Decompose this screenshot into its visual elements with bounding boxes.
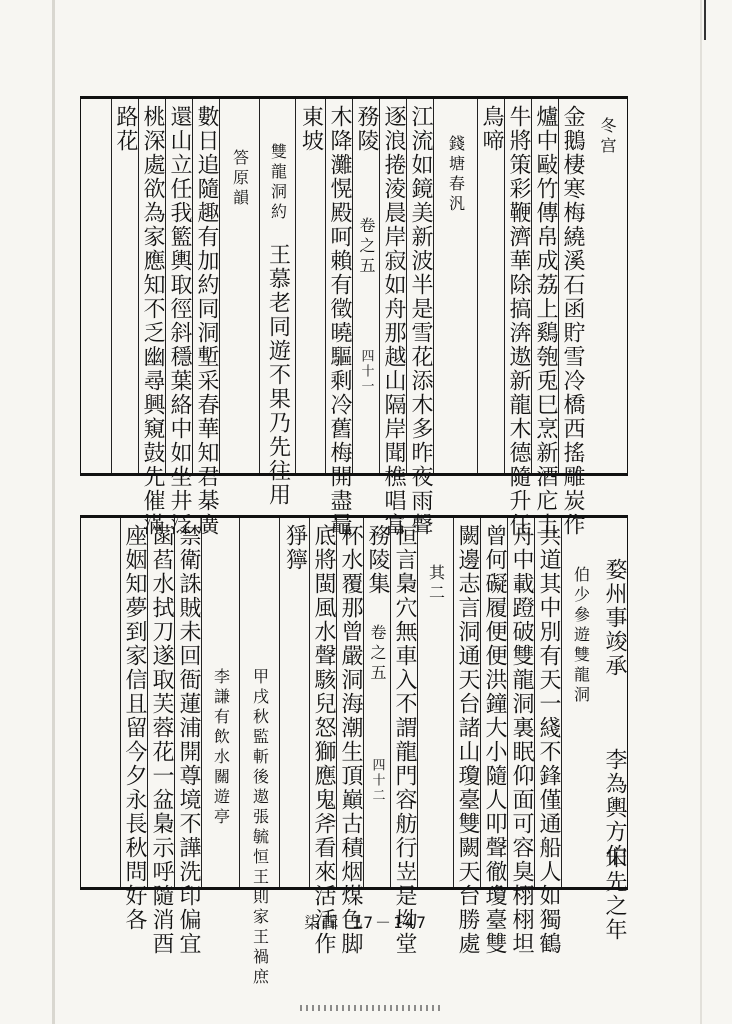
bottom-text-line: 宋先之年 bbox=[602, 846, 627, 942]
top-text-line: 桃深處欲為家應知不乏幽尋興窺鼓先催滿 bbox=[140, 105, 165, 537]
bottom-text-line: 婺州事竣承 bbox=[602, 558, 627, 678]
bottom-column bbox=[147, 518, 174, 956]
bottom-column bbox=[417, 518, 453, 887]
bottom-column bbox=[279, 518, 309, 887]
top-column bbox=[295, 99, 325, 473]
bottom-column bbox=[390, 518, 417, 956]
top-column bbox=[379, 99, 406, 537]
bottom-text-line: 猙獰 bbox=[282, 524, 308, 572]
bottom-text-line: 李謙有飲水關遊亭 bbox=[211, 668, 231, 828]
bottom-text-line: 闕邊志言洞通天台諸山瓊臺雙闕天台勝處 bbox=[455, 524, 480, 956]
top-text-line: 鳥啼 bbox=[479, 105, 504, 153]
bottom-column bbox=[480, 518, 507, 956]
bottom-text-line: 卷之五 bbox=[368, 624, 387, 684]
corner-mark bbox=[704, 0, 714, 40]
top-text-line: 錢塘春汎 bbox=[446, 135, 466, 215]
bottom-column bbox=[363, 518, 390, 887]
top-column bbox=[111, 99, 138, 473]
top-column bbox=[352, 99, 379, 473]
bottom-text-line: 共道其中別有天一綫不鋒僅通船人如獨鶴 bbox=[536, 524, 561, 956]
top-column bbox=[259, 99, 295, 507]
top-text-line: 還山立任我籃輿取徑斜穩葉絡中如坐井泛 bbox=[167, 105, 192, 537]
bottom-column bbox=[336, 518, 363, 956]
top-text-line: 金鵝棲寒梅繞溪石函貯雪冷橋西搖雕炭作 bbox=[560, 105, 585, 537]
scan-noise bbox=[300, 1005, 440, 1011]
page-edge-left bbox=[52, 0, 55, 1024]
top-text-line: 王慕老同遊不果乃先往用 bbox=[265, 243, 291, 507]
top-text-line: 東坡 bbox=[298, 105, 324, 153]
top-text-line: 逐浪捲淩晨岸寂如舟那越山隔岸聞樵唱富 bbox=[381, 105, 406, 537]
top-text-line: 務陵 bbox=[354, 105, 379, 153]
bottom-text-line: 底將閩風水聲駭兒怒獅應鬼斧看來活活作 bbox=[311, 524, 336, 956]
top-text-line: 卷之五 bbox=[357, 217, 376, 277]
top-column bbox=[165, 99, 192, 537]
bottom-text-line: 其二 bbox=[426, 564, 446, 604]
top-column bbox=[406, 99, 433, 537]
top-text-panel bbox=[80, 96, 628, 537]
bottom-column bbox=[239, 518, 279, 988]
top-text-line: 冬宫 bbox=[598, 117, 617, 157]
top-text-line: 雙龍洞約 bbox=[268, 143, 288, 223]
top-column bbox=[433, 99, 477, 473]
bottom-text-line: 李為輿方伯 bbox=[602, 748, 627, 868]
top-column bbox=[138, 99, 165, 537]
bottom-text-line: 菡萏水拭刀遂取芙蓉花一盆梟示呼隨消酉 bbox=[149, 524, 174, 956]
bottom-column bbox=[534, 518, 561, 956]
bottom-column bbox=[201, 518, 239, 887]
bottom-text-line: 舟中載蹬破雙龍洞裏眠仰面可容臭栩栩坦 bbox=[509, 524, 534, 956]
top-column bbox=[558, 99, 585, 537]
top-text-line: 牛將策彩鞭濟華除搞渀遨新龍木德隨升任 bbox=[506, 105, 531, 537]
top-text-line: 木降灘愰殿呵賴有徵曉驅剩冷舊梅開盡鼂 bbox=[327, 105, 352, 537]
top-column bbox=[504, 99, 531, 537]
top-column bbox=[325, 99, 352, 537]
bottom-text-line: 務陵集 bbox=[365, 524, 390, 596]
top-text-line: 路花 bbox=[113, 105, 138, 153]
top-text-line: 四十一 bbox=[358, 349, 374, 394]
bottom-text-line: 四十二 bbox=[369, 758, 385, 803]
bottom-column bbox=[561, 518, 599, 887]
bottom-text-line: 甲戌秋監斬後遨張毓恒王則家王禍庶 bbox=[250, 668, 270, 988]
bottom-text-line: 禁衛誅賊未回衙蓮浦開尊境不譁洗印偏宜 bbox=[176, 524, 201, 956]
page-edge-right bbox=[700, 0, 702, 1024]
top-column bbox=[477, 99, 504, 473]
bottom-text-line: 伯少參遊雙龍洞 bbox=[571, 566, 591, 706]
bottom-column bbox=[174, 518, 201, 956]
top-text-line: 答原韻 bbox=[230, 149, 250, 209]
bottom-text-line: 曾何礙履便便洪鐘大小隨人叩聲徹瓊臺雙 bbox=[482, 524, 507, 956]
bottom-text-line: 座姻知夢到家信且留今夕永長秋問好各 bbox=[122, 524, 147, 932]
page-footer: 柒輯 17－147 bbox=[304, 913, 428, 932]
bottom-column bbox=[599, 518, 629, 942]
bottom-column bbox=[507, 518, 534, 956]
bottom-text-line: 杯水覆那曾嚴洞海潮生頂巔古積烟煤色脚 bbox=[338, 524, 363, 956]
bottom-column bbox=[309, 518, 336, 956]
bottom-text-line: 恒言梟穴無車入不謂龍門容舫行岦是坳堂 bbox=[392, 524, 417, 956]
bottom-column bbox=[453, 518, 480, 956]
top-column bbox=[585, 99, 629, 473]
top-text-line: 爐中敺竹傳帛成荔上鷄匏兎巳烹新酒庀土 bbox=[533, 105, 558, 537]
top-column bbox=[192, 99, 219, 537]
top-text-line: 數日追隨趣有加約同洞塹采春華知君棊廣 bbox=[194, 105, 219, 537]
top-column bbox=[219, 99, 259, 473]
bottom-column bbox=[120, 518, 147, 932]
top-column bbox=[531, 99, 558, 537]
top-text-line: 江流如鏡美新波半是雪花添木多昨夜雨聲 bbox=[408, 105, 433, 537]
